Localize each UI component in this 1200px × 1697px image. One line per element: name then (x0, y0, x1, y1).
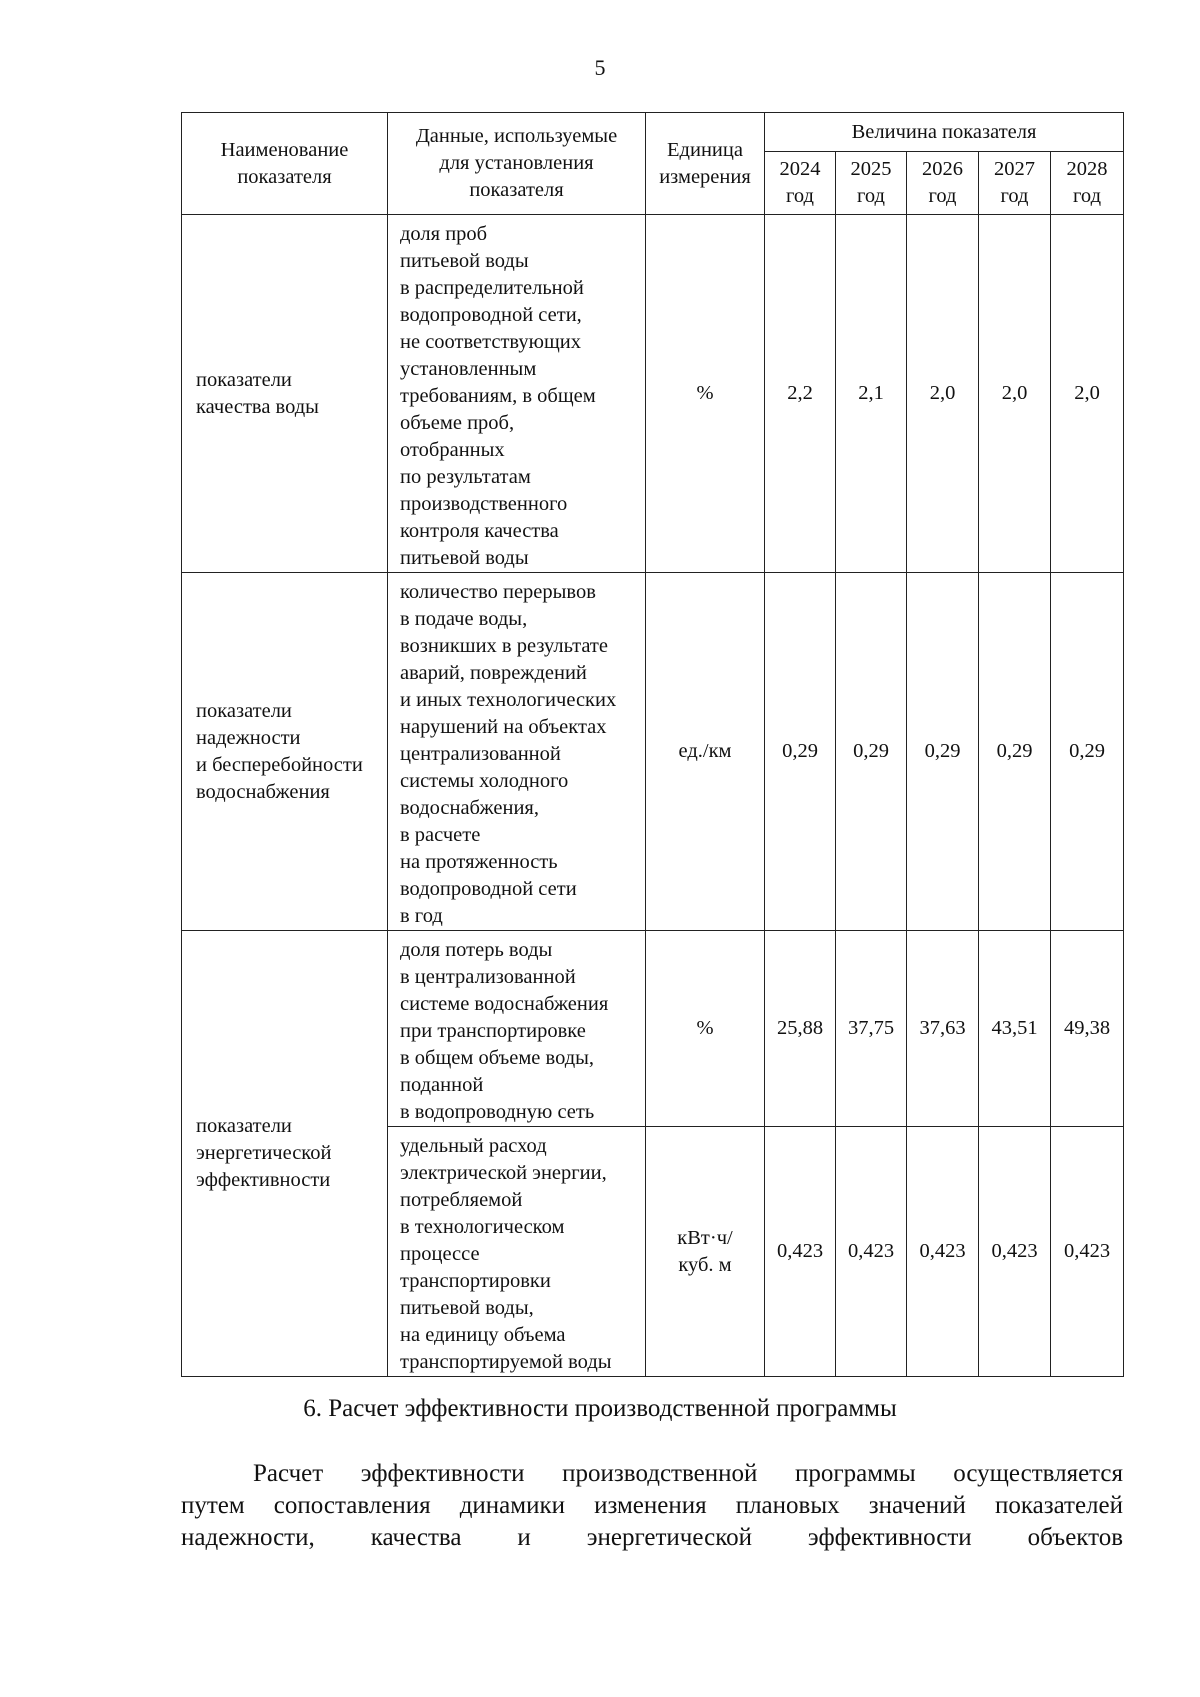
value-cell: 0,29 (765, 573, 836, 931)
table-row (182, 931, 1124, 1127)
paragraph-line: надежности, качества и энергетической эффективности объектов (181, 1524, 1123, 1551)
value-cell: 0,29 (836, 573, 907, 931)
value-cell: 0,423 (765, 1127, 836, 1377)
indicators-table (181, 112, 1124, 1377)
value-cell: 2,2 (765, 215, 836, 573)
value-cell: 43,51 (979, 931, 1051, 1127)
value-cell: 0,29 (1051, 573, 1124, 931)
header-unit: Единица измерения (646, 113, 765, 215)
indicator-name-cell: показатели энергетической эффективности (182, 931, 388, 1377)
indicator-name-cell: показатели надежности и бесперебойности водоснабжения (182, 573, 388, 931)
value-cell: 2,1 (836, 215, 907, 573)
header-source-data: Данные, используемые для установления показателя (388, 113, 646, 215)
unit-cell: % (646, 931, 765, 1127)
value-cell: 25,88 (765, 931, 836, 1127)
value-cell: 0,423 (907, 1127, 979, 1377)
value-cell: 37,75 (836, 931, 907, 1127)
section-heading: 6. Расчет эффективности производственной программы (303, 1395, 897, 1422)
paragraph-line: путем сопоставления динамики изменения плановых значений показателей (181, 1492, 1123, 1519)
header-indicator-name: Наименование показателя (182, 113, 388, 215)
value-cell: 2,0 (907, 215, 979, 573)
header-year-2026: 2026 год (907, 152, 979, 215)
header-indicator-value: Величина показателя (765, 113, 1124, 152)
header-year-2028: 2028 год (1051, 152, 1124, 215)
table-row (182, 573, 1124, 931)
value-cell: 37,63 (907, 931, 979, 1127)
header-year-2027: 2027 год (979, 152, 1051, 215)
table-row (182, 215, 1124, 573)
source-data-cell: доля проб питьевой воды в распределительной водопроводной сети, не соответствующих установленным требованиям, в общем объеме проб, отобранных по результатам производственного контроля качества питьевой воды (388, 215, 646, 573)
source-data-cell: количество перерывов в подаче воды, возникших в результате аварий, повреждений и иных технологических нарушений на объектах централизованной системы холодного водоснабжения, в расчете на протяженность водопроводной сети в год (388, 573, 646, 931)
value-cell: 49,38 (1051, 931, 1124, 1127)
value-cell: 0,423 (979, 1127, 1051, 1377)
value-cell: 2,0 (979, 215, 1051, 573)
paragraph-line: Расчет эффективности производственной программы осуществляется (253, 1460, 1123, 1487)
unit-cell: % (646, 215, 765, 573)
value-cell: 2,0 (1051, 215, 1124, 573)
unit-cell: кВт·ч/ куб. м (646, 1127, 765, 1377)
value-cell: 0,423 (1051, 1127, 1124, 1377)
page-number: 5 (594, 55, 606, 80)
body-paragraph (181, 1458, 1123, 1554)
source-data-cell: доля потерь воды в централизованной системе водоснабжения при транспортировке в общем объеме воды, поданной в водопроводную сеть (388, 931, 646, 1127)
indicator-name-cell: показатели качества воды (182, 215, 388, 573)
value-cell: 0,423 (836, 1127, 907, 1377)
value-cell: 0,29 (979, 573, 1051, 931)
source-data-cell: удельный расход электрической энергии, потребляемой в технологическом процессе транспортировки питьевой воды, на единицу объема транспортируемой воды (388, 1127, 646, 1377)
value-cell: 0,29 (907, 573, 979, 931)
unit-cell: ед./км (646, 573, 765, 931)
header-year-2024: 2024 год (765, 152, 836, 215)
header-year-2025: 2025 год (836, 152, 907, 215)
